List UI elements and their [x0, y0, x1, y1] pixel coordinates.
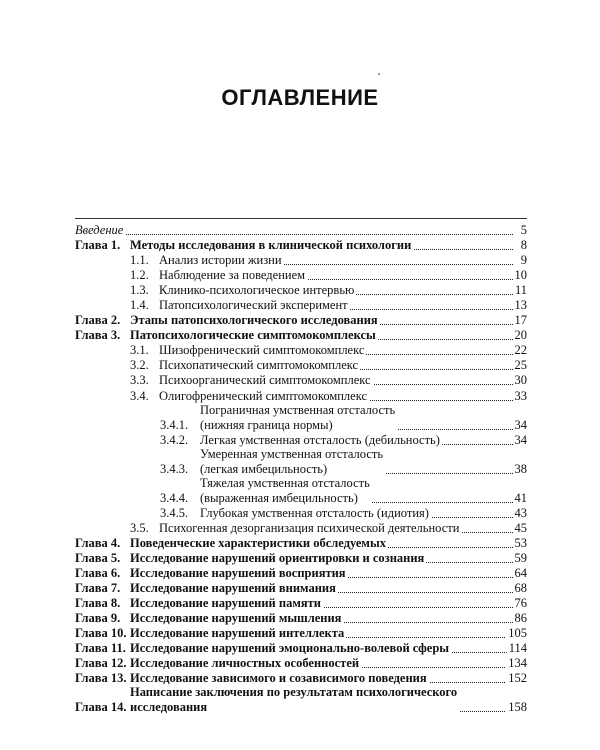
- toc-entry-title: Олигофренический симптомокомплекс: [159, 388, 368, 403]
- toc-entry-title: Патопсихологический эксперимент: [159, 298, 348, 313]
- toc-entry-number: Глава 1.: [75, 238, 121, 253]
- toc-entry-number: Глава 2.: [75, 313, 121, 328]
- toc-entry-number: Глава 5.: [75, 550, 121, 565]
- toc-entry[interactable]: [75, 268, 527, 283]
- toc-entry-page: 22: [514, 343, 527, 358]
- toc-entry-number: Глава 7.: [75, 580, 121, 595]
- toc-entry-number: 1.2.: [130, 268, 149, 283]
- toc-entry-title: Методы исследования в клинической психологии: [130, 238, 412, 253]
- toc-entry-title: Наблюдение за поведением: [159, 268, 306, 283]
- toc-entry-page: 76: [514, 596, 527, 611]
- toc-entry-page: 34: [514, 417, 527, 432]
- toc-entry-number: Глава 13.: [75, 671, 127, 686]
- scan-speck: [378, 73, 380, 75]
- toc-entry[interactable]: [75, 373, 527, 388]
- toc-entry-page: 10: [514, 268, 527, 283]
- toc-entry[interactable]: [75, 536, 527, 551]
- toc-entry-title: Анализ истории жизни: [159, 253, 282, 268]
- toc-entry-page: 158: [508, 700, 527, 715]
- toc-entry-title: Клинико-психологическое интервью: [159, 283, 355, 298]
- toc-entry-number: 3.4.5.: [160, 505, 189, 520]
- toc-entry-title: Исследование нарушений ориентировки и сознания: [130, 550, 425, 565]
- toc-entry-number: Глава 11.: [75, 641, 126, 656]
- toc-entry[interactable]: [75, 686, 527, 715]
- toc-entry-title: Исследование нарушений мышления: [130, 611, 342, 626]
- toc-entry[interactable]: [75, 358, 527, 373]
- toc-entry-title: Психопатический симптомокомплекс: [159, 358, 359, 373]
- toc-entry[interactable]: [75, 328, 527, 343]
- toc-entry[interactable]: [75, 313, 527, 328]
- toc-entry-page: 152: [508, 671, 527, 686]
- toc-entry-page: 20: [514, 328, 527, 343]
- toc-entry-title: Умеренная умственная отсталость (легкая имбецильность): [200, 446, 384, 476]
- toc-entry-page: 114: [508, 641, 527, 656]
- toc-entry-title: Шизофренический симптомокомплекс: [159, 343, 365, 358]
- toc-entry-title: Глубокая умственная отсталость (идиотия): [200, 505, 429, 520]
- toc-entry-title: Исследование нарушений интеллекта: [130, 626, 345, 641]
- toc-entry-title: Пограничная умственная отсталость (нижняя граница нормы): [200, 402, 396, 432]
- toc-entry-number: 1.3.: [130, 283, 149, 298]
- toc-entry-number: Глава 6.: [75, 565, 121, 580]
- toc-entry-number: Глава 14.: [75, 700, 127, 715]
- toc-entry-page: 134: [508, 656, 527, 671]
- toc-entry-title: Исследование нарушений эмоционально-волевой сферы: [130, 641, 450, 656]
- toc-entry-number: Глава 3.: [75, 328, 121, 343]
- toc-entry-page: 105: [508, 626, 527, 641]
- toc-entry-page: 86: [514, 611, 527, 626]
- toc-entry[interactable]: [75, 626, 527, 641]
- toc-entry-page: 53: [514, 535, 527, 550]
- toc-entry[interactable]: [75, 581, 527, 596]
- toc-entry[interactable]: [75, 596, 527, 611]
- toc-entry-number: 3.4.3.: [160, 461, 189, 476]
- toc-entry-title: Психогенная дезорганизация психической деятельности: [159, 520, 460, 535]
- toc-entry-number: 3.4.4.: [160, 490, 189, 505]
- toc-entry-page: 5: [520, 223, 527, 237]
- toc-entry[interactable]: [75, 551, 527, 566]
- toc-entry-page: 64: [514, 565, 527, 580]
- toc-entry-number: 3.4.1.: [160, 417, 189, 432]
- toc-entry-page: 33: [514, 388, 527, 403]
- toc-entry[interactable]: [75, 404, 527, 433]
- toc-entry-page: 30: [514, 373, 527, 388]
- toc-entry-number: 1.1.: [130, 253, 149, 268]
- toc-top-rule: [75, 218, 527, 219]
- toc-entry-title: Тяжелая умственная отсталость (выраженная имбецильность): [200, 475, 370, 505]
- toc-entry[interactable]: [75, 671, 527, 686]
- toc-entry-number: 3.4.2.: [160, 432, 189, 447]
- toc-entry-number: Глава 10.: [75, 626, 127, 641]
- toc-entry[interactable]: [75, 477, 527, 506]
- toc-entry-page: 9: [520, 253, 527, 268]
- toc-entry-title: Поведенческие характеристики обследуемых: [130, 535, 386, 550]
- toc-entry[interactable]: [75, 448, 527, 477]
- toc-entry-page: 45: [514, 520, 527, 535]
- toc-entry[interactable]: [75, 343, 527, 358]
- toc-entry-number: 3.3.: [130, 373, 149, 388]
- toc-entry[interactable]: [75, 521, 527, 536]
- dot-leader: [75, 234, 513, 235]
- toc-entry-page: 68: [514, 580, 527, 595]
- toc-entry[interactable]: [75, 611, 527, 626]
- table-of-contents: [75, 218, 527, 715]
- toc-entry[interactable]: [75, 298, 527, 313]
- toc-entry[interactable]: [75, 283, 527, 298]
- toc-entry-page: 38: [514, 461, 527, 476]
- toc-entry-page: 59: [514, 550, 527, 565]
- toc-entry-number: 3.2.: [130, 358, 149, 373]
- toc-entry-title: Легкая умственная отсталость (дебильность): [200, 432, 440, 447]
- toc-entry-page: 8: [520, 238, 527, 253]
- toc-entry-number: Глава 12.: [75, 656, 127, 671]
- toc-entry-title: Исследование личностных особенностей: [130, 656, 360, 671]
- toc-entry-number: 3.5.: [130, 520, 149, 535]
- toc-entry-title: Исследование зависимого и созависимого поведения: [130, 671, 427, 686]
- toc-entry-number: 3.1.: [130, 343, 149, 358]
- toc-entry[interactable]: [75, 506, 527, 521]
- toc-entry[interactable]: [75, 433, 527, 448]
- toc-entry-title: Написание заключения по результатам психологического исследования: [130, 685, 458, 715]
- toc-entry-title: Этапы патопсихологического исследования: [130, 313, 378, 328]
- page-title: ОГЛАВЛЕНИЕ: [221, 85, 379, 110]
- toc-entry[interactable]: [75, 389, 527, 404]
- toc-entry[interactable]: [75, 253, 527, 268]
- toc-entry-page: 41: [514, 490, 527, 505]
- toc-entry-page: 34: [514, 432, 527, 447]
- toc-entry-title: Исследование нарушений восприятия: [130, 565, 346, 580]
- toc-entry-title: Исследование нарушений внимания: [130, 580, 336, 595]
- toc-entry-number: Глава 4.: [75, 535, 121, 550]
- toc-entry[interactable]: [75, 656, 527, 671]
- toc-entry[interactable]: [75, 238, 527, 253]
- toc-entry-title: Психоорганический симптомокомплекс: [159, 373, 371, 388]
- toc-entry-number: 3.4.: [130, 388, 149, 403]
- toc-entry-page: 13: [514, 298, 527, 313]
- toc-entry-number: Глава 9.: [75, 611, 121, 626]
- toc-entry[interactable]: [75, 223, 527, 238]
- toc-entry-title: Исследование нарушений памяти: [130, 596, 321, 611]
- toc-entry-page: 25: [514, 358, 527, 373]
- toc-entry-page: 11: [514, 283, 527, 298]
- toc-entry[interactable]: [75, 566, 527, 581]
- toc-entry-page: 17: [514, 313, 527, 328]
- toc-entry-number: Глава 8.: [75, 596, 121, 611]
- toc-entry-title: Патопсихологические симптомокомплексы: [130, 328, 376, 343]
- toc-entry-page: 43: [514, 505, 527, 520]
- toc-entry-title: Введение: [75, 223, 124, 237]
- toc-entry[interactable]: [75, 641, 527, 656]
- toc-entry-number: 1.4.: [130, 298, 149, 313]
